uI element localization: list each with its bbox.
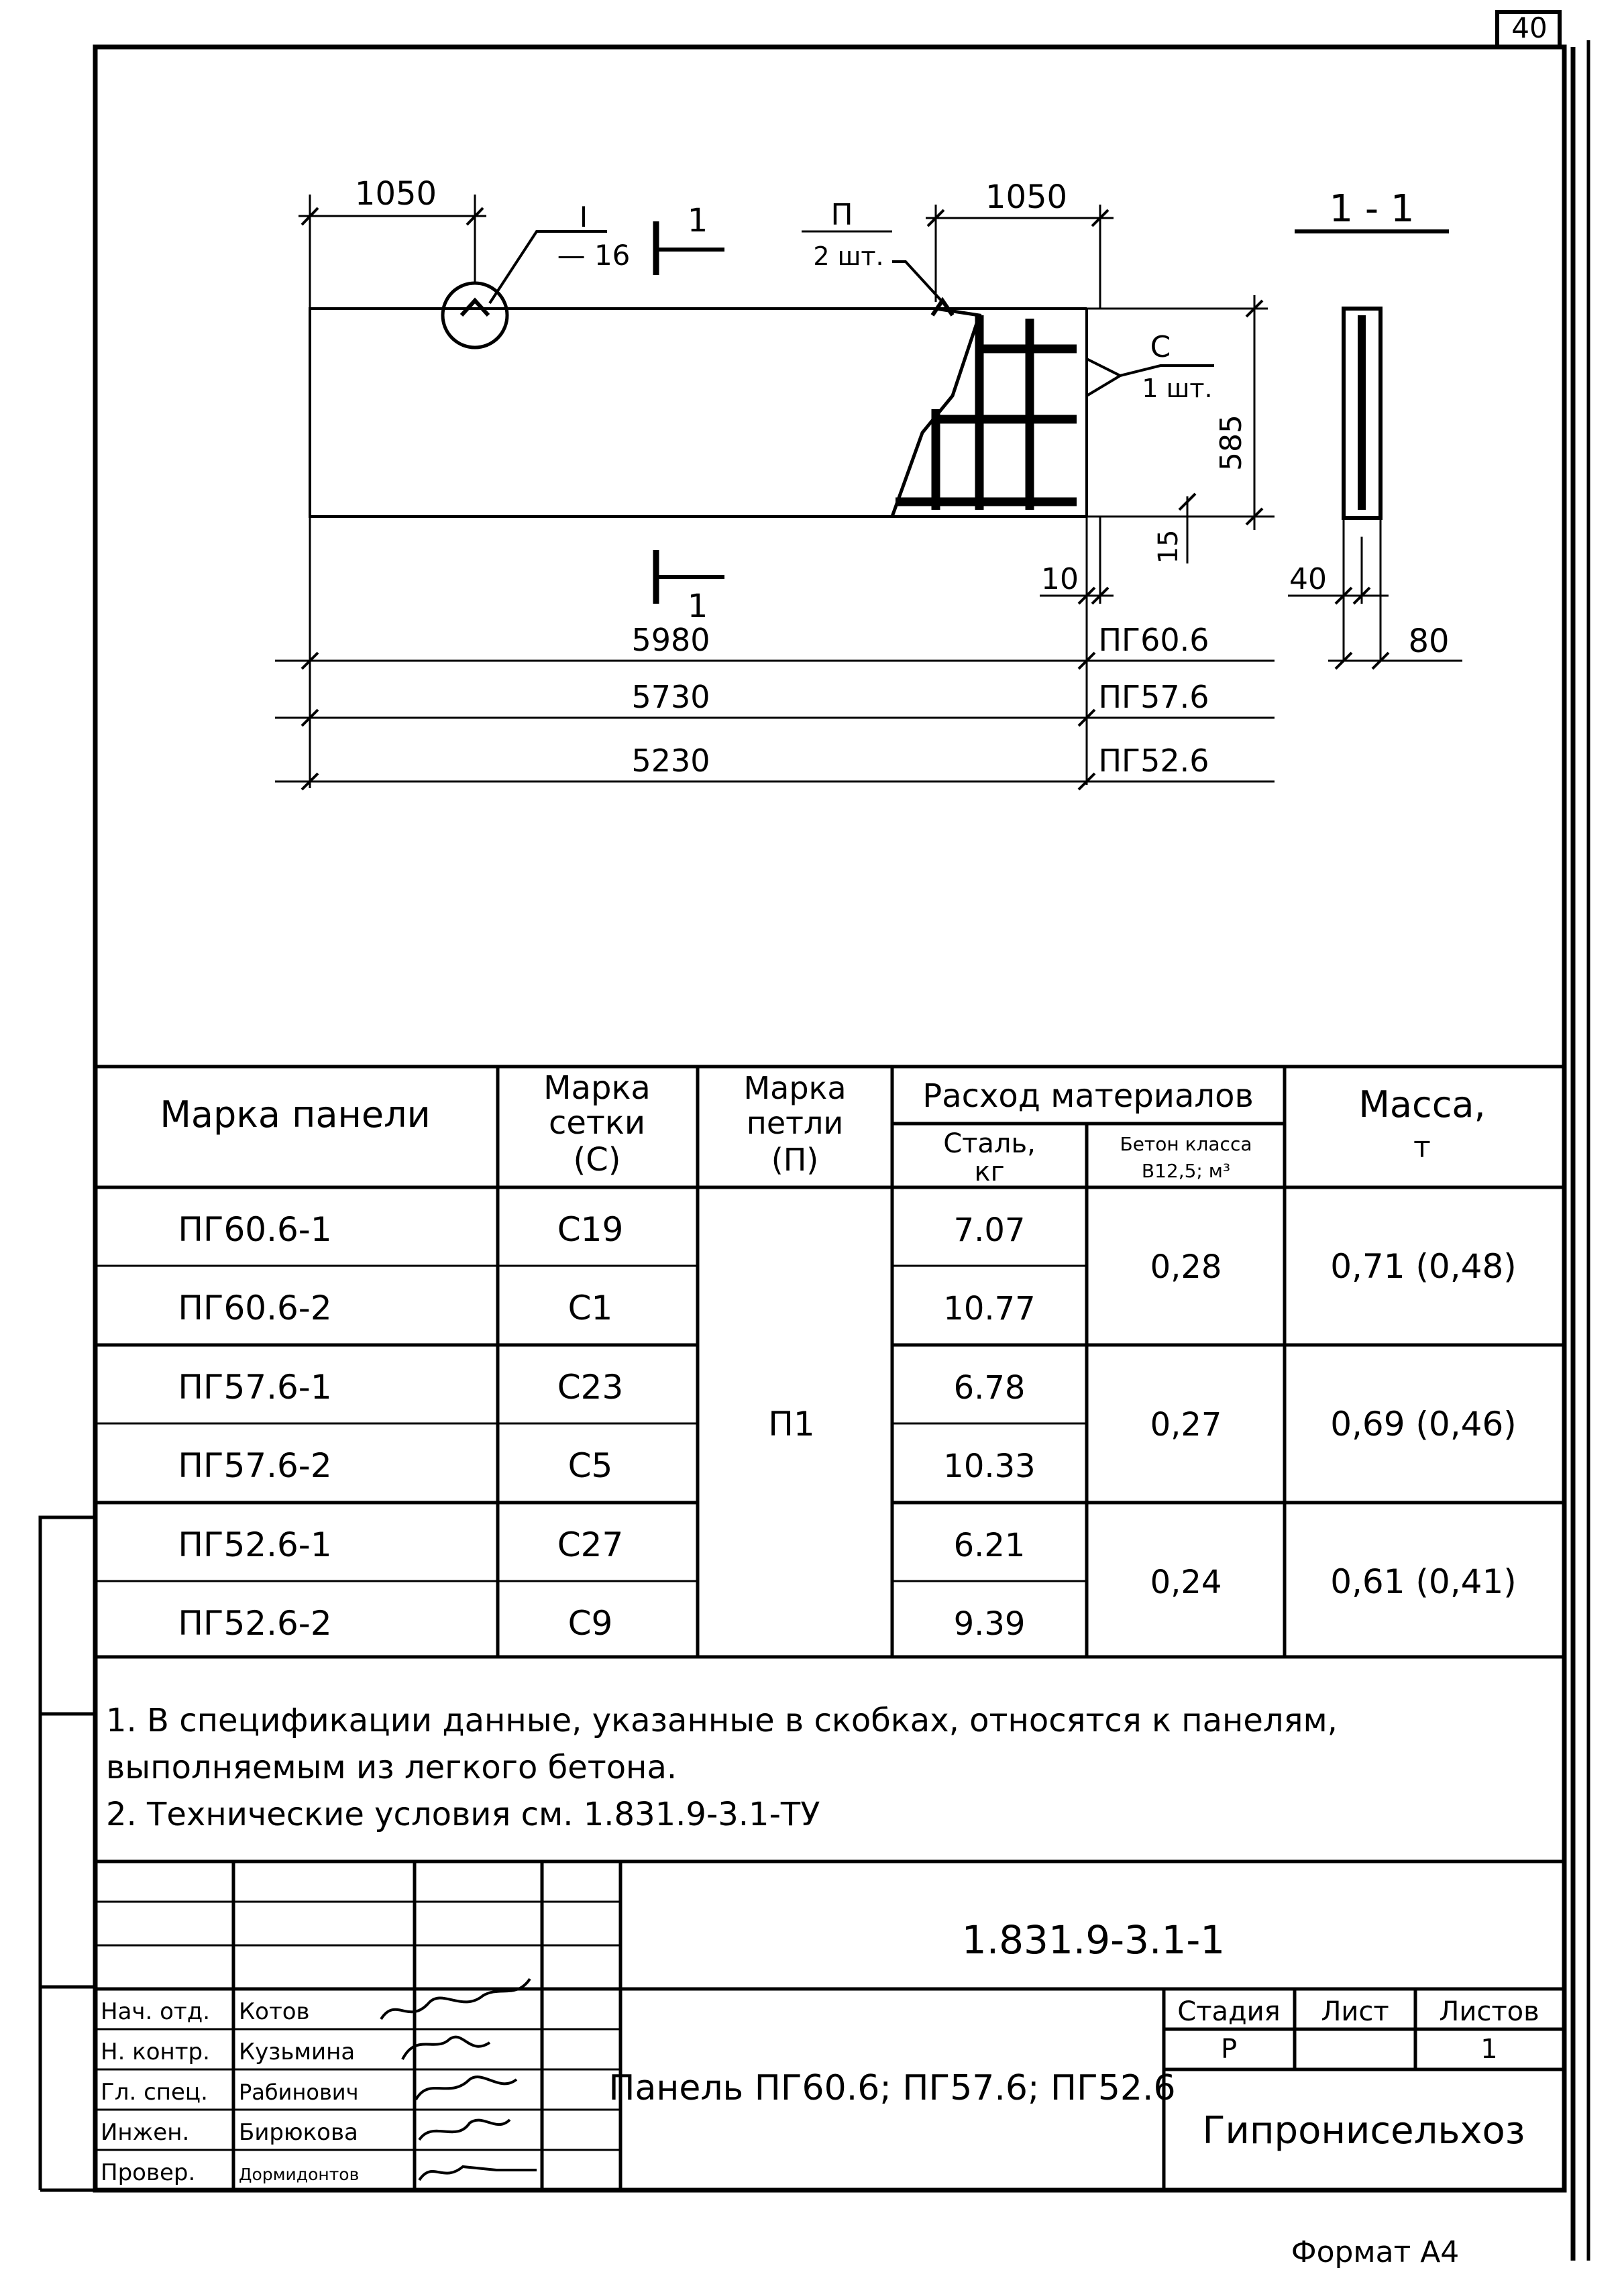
table-group-concrete: 0,27 (1150, 1406, 1222, 1444)
cut-mark-top: 1 (687, 202, 708, 239)
length-5980: 5980 (631, 622, 710, 658)
spec-table-body (178, 1210, 1516, 1643)
section-title: 1 - 1 (1329, 187, 1415, 231)
role-label: Гл. спец. (101, 2079, 208, 2106)
table-row-mesh: С5 (567, 1446, 613, 1485)
rebar-mesh (896, 315, 1077, 510)
mark-pg57-6: ПГ57.6 (1098, 679, 1209, 715)
header-steel-2: кг (974, 1156, 1005, 1187)
header-loop-3: (П) (771, 1142, 819, 1178)
header-mesh-2: сетки (548, 1104, 646, 1142)
header-mesh-3: (С) (573, 1141, 621, 1179)
sheet-label: Лист (1321, 1996, 1389, 2027)
mesh-label: С (1150, 330, 1171, 364)
table-group-concrete: 0,24 (1150, 1564, 1222, 1601)
notes (106, 1697, 1515, 1838)
document-title: Панель ПГ60.6; ПГ57.6; ПГ52.6 (608, 2068, 1176, 2108)
header-materials: Расход материалов (922, 1077, 1254, 1115)
role-label: Инжен. (101, 2119, 190, 2146)
table-row-steel: 10.77 (943, 1290, 1036, 1328)
table-row-panel: ПГ52.6-1 (178, 1525, 332, 1564)
mesh-qty: 1 шт. (1142, 374, 1213, 403)
drawing-labels (355, 175, 1450, 779)
table-row-mesh: С19 (557, 1210, 624, 1249)
title-block-text (101, 1917, 1539, 2269)
doc-code: 1.831.9-3.1-1 (961, 1917, 1226, 1963)
header-concrete-1: Бетон класса (1120, 1133, 1252, 1155)
organization: Гипронисельхоз (1202, 2109, 1525, 2153)
table-row-mesh: С9 (567, 1604, 613, 1643)
mark-pg60-6: ПГ60.6 (1098, 622, 1209, 658)
binding-strip (40, 1517, 95, 2190)
node-label-den: — 16 (557, 239, 631, 272)
table-group-mass: 0,69 (0,46) (1330, 1405, 1517, 1444)
header-mesh-1: Марка (543, 1069, 651, 1107)
sheets-value: 1 (1480, 2034, 1498, 2065)
dim-80: 80 (1408, 623, 1450, 660)
dim-585: 585 (1214, 415, 1248, 471)
table-row-steel: 9.39 (953, 1605, 1026, 1643)
dim-15: 15 (1153, 529, 1184, 564)
person-name: Рабинович (239, 2079, 359, 2105)
table-row-steel: 7.07 (953, 1211, 1026, 1249)
table-group-mass: 0,71 (0,48) (1330, 1247, 1517, 1286)
dim-40: 40 (1289, 562, 1327, 596)
header-mass-1: Масса, (1358, 1083, 1486, 1126)
spec-table-headers (160, 1069, 1485, 1187)
length-5230: 5230 (631, 743, 710, 779)
table-row-steel: 6.78 (953, 1369, 1026, 1407)
table-loop-value: П1 (768, 1405, 815, 1444)
person-name: Кузьмина (239, 2039, 356, 2065)
table-row-panel: ПГ57.6-2 (178, 1446, 332, 1485)
person-name: Дормидонтов (239, 2165, 360, 2184)
person-name: Котов (239, 1998, 310, 2025)
page-number-box (1497, 11, 1560, 47)
note-1: 1. В спецификации данные, указанные в скобках, относятся к панелям, выполняемым из легкого бетона. (106, 1702, 1338, 1786)
dim-left-1050: 1050 (354, 175, 437, 213)
cut-mark-bottom: 1 (687, 588, 708, 625)
stage-value: Р (1220, 2034, 1238, 2065)
table-group-concrete: 0,28 (1150, 1248, 1222, 1286)
role-label: Нач. отд. (101, 1998, 211, 2025)
table-row-steel: 10.33 (943, 1448, 1036, 1485)
mark-pg52-6: ПГ52.6 (1098, 743, 1209, 779)
stage-label: Стадия (1177, 1996, 1281, 2027)
table-row-panel: ПГ60.6-2 (178, 1289, 332, 1328)
role-label: Провер. (101, 2159, 196, 2186)
table-row-mesh: С1 (567, 1289, 613, 1328)
table-row-panel: ПГ57.6-1 (178, 1368, 332, 1407)
sheets-label: Листов (1439, 1996, 1539, 2027)
table-row-mesh: С27 (557, 1525, 624, 1564)
header-panel: Марка панели (160, 1093, 431, 1136)
dim-right-1050: 1050 (985, 178, 1068, 216)
header-mass-2: т (1413, 1130, 1431, 1165)
header-steel-1: Сталь, (943, 1128, 1036, 1159)
role-label: Н. контр. (101, 2039, 210, 2065)
loop-qty: 2 шт. (813, 241, 884, 271)
loop-label: П (830, 198, 853, 232)
table-group-mass: 0,61 (0,41) (1330, 1562, 1517, 1601)
page-number: 40 (1511, 11, 1548, 44)
format-label: Формат А4 (1291, 2235, 1460, 2269)
header-loop-2: петли (746, 1105, 844, 1141)
table-row-panel: ПГ60.6-1 (178, 1210, 332, 1249)
table-row-steel: 6.21 (953, 1527, 1026, 1564)
node-label-num: I (579, 201, 588, 233)
table-row-panel: ПГ52.6-2 (178, 1604, 332, 1643)
length-5730: 5730 (631, 679, 710, 715)
table-row-mesh: С23 (557, 1368, 624, 1407)
header-concrete-2: В12,5; м³ (1141, 1160, 1231, 1182)
section-1-1 (1288, 231, 1462, 669)
header-loop-1: Марка (743, 1070, 847, 1106)
person-name: Бирюкова (239, 2119, 358, 2146)
dim-10: 10 (1041, 562, 1079, 596)
note-2: 2. Технические условия см. 1.831.9-3.1-ТУ (106, 1796, 820, 1833)
